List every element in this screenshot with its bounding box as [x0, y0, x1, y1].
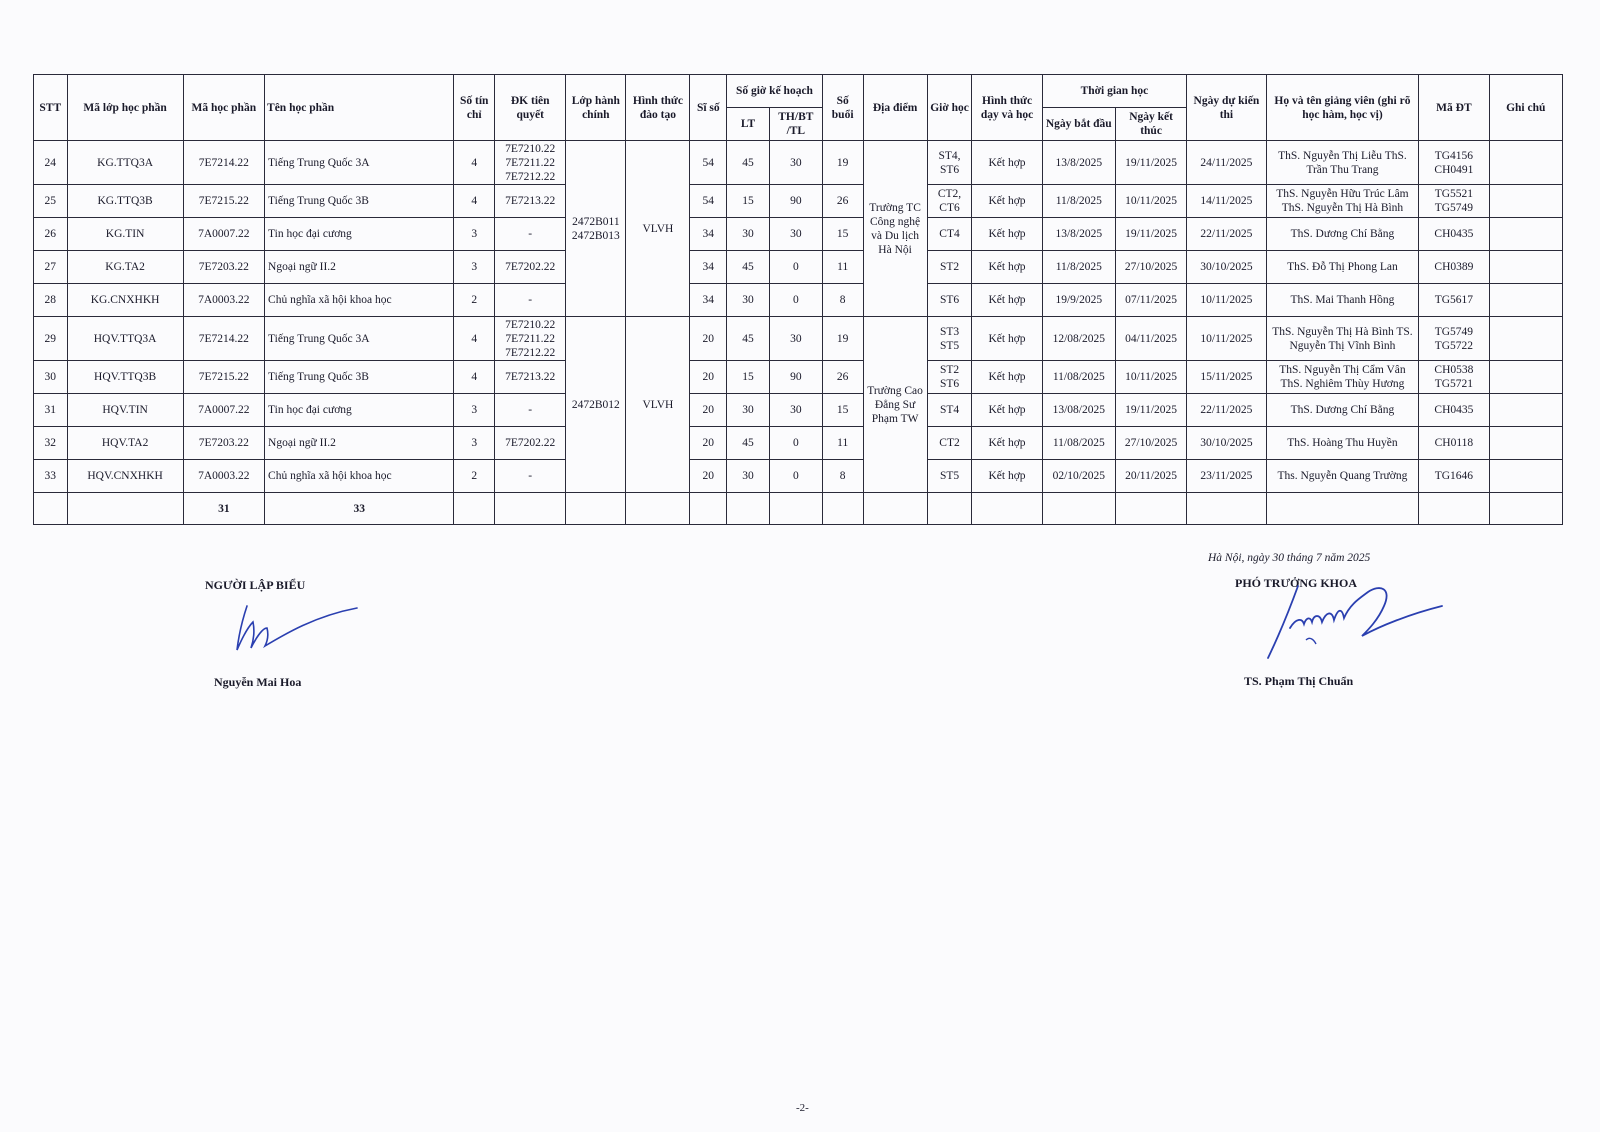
cell-dk: - [495, 460, 566, 493]
date-line: Hà Nội, ngày 30 tháng 7 năm 2025 [1208, 552, 1371, 564]
table-row [34, 427, 1563, 460]
col-stt: STT [34, 75, 68, 141]
preparer-signature-block [205, 578, 305, 593]
cell-ma-hp: 7A0003.22 [183, 460, 264, 493]
cell-ket-thuc: 19/11/2025 [1115, 394, 1186, 427]
col-ma-dt: Mã ĐT [1419, 75, 1489, 141]
col-lt: LT [727, 108, 770, 141]
cell-empty [863, 493, 927, 525]
cell-gio: ST4 [927, 394, 972, 427]
cell-ma-dt: TG5749 TG5722 [1419, 317, 1489, 361]
cell-ma-lop: HQV.TTQ3A [67, 317, 183, 361]
cell-th: 0 [769, 427, 822, 460]
cell-buoi: 19 [822, 141, 863, 185]
cell-dk: 7E7210.22 7E7211.22 7E7212.22 [495, 141, 566, 185]
table-row [34, 317, 1563, 361]
schedule-table [33, 74, 1563, 525]
preparer-title: NGƯỜI LẬP BIỂU [205, 578, 306, 592]
col-hinh-thuc-dao-tao: Hình thức đào tạo [626, 75, 690, 141]
cell-thi: 24/11/2025 [1187, 141, 1266, 185]
cell-ma-lop: KG.TIN [67, 218, 183, 251]
cell-ma-dt: TG4156 CH0491 [1419, 141, 1489, 185]
cell-stt: 26 [34, 218, 68, 251]
cell-buoi: 8 [822, 460, 863, 493]
cell-dk: 7E7202.22 [495, 427, 566, 460]
cell-thi: 30/10/2025 [1187, 251, 1266, 284]
cell-buoi: 19 [822, 317, 863, 361]
cell-ma-dt: TG1646 [1419, 460, 1489, 493]
cell-empty [769, 493, 822, 525]
cell-si-so: 20 [690, 361, 727, 394]
cell-ket-thuc: 27/10/2025 [1115, 427, 1186, 460]
cell-ket-thuc: 20/11/2025 [1115, 460, 1186, 493]
cell-buoi: 8 [822, 284, 863, 317]
cell-ket-thuc: 10/11/2025 [1115, 361, 1186, 394]
col-so-buoi: Số buổi [822, 75, 863, 141]
cell-dk: 7E7210.22 7E7211.22 7E7212.22 [495, 317, 566, 361]
cell-thi: 23/11/2025 [1187, 460, 1266, 493]
cell-hinh-thuc: Kết hợp [972, 185, 1042, 218]
cell-ten-hp: Tin học đại cương [265, 394, 454, 427]
cell-th: 30 [769, 394, 822, 427]
cell-ma-lop: KG.TTQ3A [67, 141, 183, 185]
cell-hinh-thuc: Kết hợp [972, 251, 1042, 284]
cell-gio: ST4, ST6 [927, 141, 972, 185]
cell-hinh-thuc-dao-tao: VLVH [626, 317, 690, 493]
cell-tin-chi: 3 [454, 394, 495, 427]
vice-dean-signature [1250, 578, 1450, 668]
cell-bat-dau: 11/8/2025 [1042, 251, 1115, 284]
table-row [34, 460, 1563, 493]
totals-row [34, 493, 1563, 525]
cell-dia-diem: Trường TC Công nghệ và Du lịch Hà Nội [863, 141, 927, 317]
cell-si-so: 54 [690, 185, 727, 218]
cell-empty [67, 493, 183, 525]
cell-gio: ST5 [927, 460, 972, 493]
col-ngay-du-kien-thi: Ngày dự kiến thi [1187, 75, 1266, 141]
cell-tin-chi: 4 [454, 141, 495, 185]
cell-giang-vien: ThS. Nguyễn Thị Liễu ThS. Trần Thu Trang [1266, 141, 1419, 185]
cell-thi: 10/11/2025 [1187, 317, 1266, 361]
table-row [34, 361, 1563, 394]
cell-buoi: 11 [822, 427, 863, 460]
cell-th: 90 [769, 361, 822, 394]
cell-stt: 31 [34, 394, 68, 427]
cell-empty [690, 493, 727, 525]
cell-th: 0 [769, 460, 822, 493]
cell-thi: 22/11/2025 [1187, 394, 1266, 427]
cell-ghi-chu [1489, 460, 1562, 493]
preparer-name: Nguyễn Mai Hoa [214, 675, 302, 689]
cell-stt: 33 [34, 460, 68, 493]
col-hinh-thuc-day-hoc: Hình thức dạy và học [972, 75, 1042, 141]
cell-ten-hp: Tin học đại cương [265, 218, 454, 251]
cell-ghi-chu [1489, 284, 1562, 317]
col-ten-hoc-phan: Tên học phần [265, 75, 454, 141]
cell-tin-chi: 2 [454, 284, 495, 317]
cell-si-so: 54 [690, 141, 727, 185]
cell-ghi-chu [1489, 317, 1562, 361]
col-si-so: Sĩ số [690, 75, 727, 141]
cell-empty [454, 493, 495, 525]
cell-bat-dau: 13/08/2025 [1042, 394, 1115, 427]
cell-tin-chi: 4 [454, 361, 495, 394]
cell-lop-hanh-chinh: 2472B012 [566, 317, 626, 493]
cell-ma-hp: 7E7214.22 [183, 317, 264, 361]
cell-stt: 30 [34, 361, 68, 394]
cell-ma-lop: KG.TTQ3B [67, 185, 183, 218]
col-thoi-gian-hoc: Thời gian học [1042, 75, 1187, 108]
col-dia-diem: Địa điểm [863, 75, 927, 141]
cell-empty [972, 493, 1042, 525]
cell-giang-vien: ThS. Dương Chí Bằng [1266, 394, 1419, 427]
cell-lt: 45 [727, 317, 770, 361]
cell-tin-chi: 4 [454, 185, 495, 218]
cell-si-so: 20 [690, 460, 727, 493]
cell-empty [1042, 493, 1115, 525]
col-dk-tien-quyet: ĐK tiên quyết [495, 75, 566, 141]
total-ten-hp: 33 [265, 493, 454, 525]
cell-ket-thuc: 19/11/2025 [1115, 141, 1186, 185]
cell-ghi-chu [1489, 185, 1562, 218]
cell-giang-vien: Ths. Nguyễn Quang Trường [1266, 460, 1419, 493]
cell-ket-thuc: 27/10/2025 [1115, 251, 1186, 284]
cell-empty [1266, 493, 1419, 525]
cell-ma-hp: 7E7215.22 [183, 361, 264, 394]
cell-ma-hp: 7E7203.22 [183, 251, 264, 284]
cell-bat-dau: 11/08/2025 [1042, 427, 1115, 460]
cell-ma-lop: HQV.CNXHKH [67, 460, 183, 493]
table-row [34, 218, 1563, 251]
cell-empty [1489, 493, 1562, 525]
cell-ghi-chu [1489, 361, 1562, 394]
cell-lt: 45 [727, 427, 770, 460]
cell-gio: ST2 [927, 251, 972, 284]
col-so-gio-ke-hoach: Số giờ kế hoạch [727, 75, 823, 108]
cell-stt: 25 [34, 185, 68, 218]
cell-th: 30 [769, 218, 822, 251]
cell-empty [495, 493, 566, 525]
table-row [34, 185, 1563, 218]
cell-bat-dau: 11/8/2025 [1042, 185, 1115, 218]
cell-bat-dau: 19/9/2025 [1042, 284, 1115, 317]
table-row [34, 394, 1563, 427]
cell-hinh-thuc: Kết hợp [972, 141, 1042, 185]
cell-stt: 32 [34, 427, 68, 460]
cell-ten-hp: Tiếng Trung Quốc 3A [265, 141, 454, 185]
cell-giang-vien: ThS. Dương Chí Bằng [1266, 218, 1419, 251]
page-number: -2- [796, 1102, 809, 1114]
cell-ket-thuc: 04/11/2025 [1115, 317, 1186, 361]
cell-giang-vien: ThS. Hoàng Thu Huyền [1266, 427, 1419, 460]
cell-hinh-thuc: Kết hợp [972, 317, 1042, 361]
cell-ghi-chu [1489, 218, 1562, 251]
col-lop-hanh-chinh: Lớp hành chính [566, 75, 626, 141]
cell-th: 30 [769, 317, 822, 361]
cell-gio: ST6 [927, 284, 972, 317]
cell-ma-hp: 7A0007.22 [183, 218, 264, 251]
cell-bat-dau: 02/10/2025 [1042, 460, 1115, 493]
cell-buoi: 26 [822, 361, 863, 394]
cell-lt: 45 [727, 141, 770, 185]
cell-ma-hp: 7A0003.22 [183, 284, 264, 317]
cell-giang-vien: ThS. Đỗ Thị Phong Lan [1266, 251, 1419, 284]
cell-si-so: 34 [690, 251, 727, 284]
cell-gio: ST2 ST6 [927, 361, 972, 394]
cell-empty [1419, 493, 1489, 525]
cell-ket-thuc: 07/11/2025 [1115, 284, 1186, 317]
cell-thi: 22/11/2025 [1187, 218, 1266, 251]
cell-gio: ST3 ST5 [927, 317, 972, 361]
cell-dk: - [495, 218, 566, 251]
cell-dk: 7E7213.22 [495, 185, 566, 218]
cell-th: 0 [769, 284, 822, 317]
cell-hinh-thuc: Kết hợp [972, 284, 1042, 317]
table-header [34, 75, 1563, 141]
cell-dk: - [495, 394, 566, 427]
col-so-tin-chi: Số tín chỉ [454, 75, 495, 141]
cell-ma-lop: HQV.TIN [67, 394, 183, 427]
cell-bat-dau: 11/08/2025 [1042, 361, 1115, 394]
cell-empty [1115, 493, 1186, 525]
cell-buoi: 11 [822, 251, 863, 284]
cell-empty [927, 493, 972, 525]
cell-th: 0 [769, 251, 822, 284]
cell-dk: 7E7202.22 [495, 251, 566, 284]
cell-ma-lop: KG.CNXHKH [67, 284, 183, 317]
cell-ma-dt: CH0538 TG5721 [1419, 361, 1489, 394]
cell-gio: CT2, CT6 [927, 185, 972, 218]
cell-stt: 28 [34, 284, 68, 317]
cell-hinh-thuc: Kết hợp [972, 460, 1042, 493]
cell-ten-hp: Tiếng Trung Quốc 3B [265, 185, 454, 218]
preparer-signature [225, 598, 365, 668]
cell-ghi-chu [1489, 427, 1562, 460]
cell-thi: 30/10/2025 [1187, 427, 1266, 460]
cell-lop-hanh-chinh: 2472B011 2472B013 [566, 141, 626, 317]
col-ngay-bat-dau: Ngày bắt đầu [1042, 108, 1115, 141]
cell-ghi-chu [1489, 141, 1562, 185]
cell-hinh-thuc: Kết hợp [972, 218, 1042, 251]
cell-dk: 7E7213.22 [495, 361, 566, 394]
cell-lt: 30 [727, 218, 770, 251]
cell-gio: CT4 [927, 218, 972, 251]
cell-th: 90 [769, 185, 822, 218]
col-th-bt-tl: TH/BT /TL [769, 108, 822, 141]
cell-si-so: 20 [690, 427, 727, 460]
cell-hinh-thuc: Kết hợp [972, 394, 1042, 427]
cell-hinh-thuc: Kết hợp [972, 361, 1042, 394]
cell-ten-hp: Ngoại ngữ II.2 [265, 251, 454, 284]
cell-ket-thuc: 19/11/2025 [1115, 218, 1186, 251]
cell-ghi-chu [1489, 394, 1562, 427]
cell-thi: 14/11/2025 [1187, 185, 1266, 218]
col-ngay-ket-thuc: Ngày kết thúc [1115, 108, 1186, 141]
vice-dean-name: TS. Phạm Thị Chuẩn [1244, 674, 1354, 688]
cell-bat-dau: 13/8/2025 [1042, 141, 1115, 185]
cell-ma-dt: CH0389 [1419, 251, 1489, 284]
cell-lt: 30 [727, 460, 770, 493]
cell-ket-thuc: 10/11/2025 [1115, 185, 1186, 218]
cell-ma-hp: 7A0007.22 [183, 394, 264, 427]
cell-ten-hp: Chủ nghĩa xã hội khoa học [265, 284, 454, 317]
table-row [34, 251, 1563, 284]
cell-ma-lop: HQV.TA2 [67, 427, 183, 460]
cell-si-so: 20 [690, 394, 727, 427]
cell-tin-chi: 3 [454, 218, 495, 251]
cell-ma-lop: KG.TA2 [67, 251, 183, 284]
cell-tin-chi: 4 [454, 317, 495, 361]
cell-hinh-thuc-dao-tao: VLVH [626, 141, 690, 317]
cell-ten-hp: Tiếng Trung Quốc 3B [265, 361, 454, 394]
cell-ma-hp: 7E7215.22 [183, 185, 264, 218]
cell-empty [34, 493, 68, 525]
cell-ma-hp: 7E7203.22 [183, 427, 264, 460]
cell-empty [822, 493, 863, 525]
col-gio-hoc: Giờ học [927, 75, 972, 141]
cell-ten-hp: Tiếng Trung Quốc 3A [265, 317, 454, 361]
cell-ten-hp: Chủ nghĩa xã hội khoa học [265, 460, 454, 493]
cell-lt: 15 [727, 185, 770, 218]
cell-empty [566, 493, 626, 525]
vice-dean-title: PHÓ TRƯỞNG KHOA [1235, 576, 1358, 590]
cell-ma-dt: CH0435 [1419, 394, 1489, 427]
cell-ma-dt: CH0118 [1419, 427, 1489, 460]
table-body [34, 141, 1563, 525]
col-ghi-chu: Ghi chú [1489, 75, 1562, 141]
table-row [34, 141, 1563, 185]
cell-ma-dt: CH0435 [1419, 218, 1489, 251]
cell-thi: 10/11/2025 [1187, 284, 1266, 317]
cell-ten-hp: Ngoại ngữ II.2 [265, 427, 454, 460]
cell-giang-vien: ThS. Nguyễn Thị Cẩm Vân ThS. Nghiêm Thùy Hương [1266, 361, 1419, 394]
cell-stt: 27 [34, 251, 68, 284]
cell-giang-vien: ThS. Mai Thanh Hồng [1266, 284, 1419, 317]
cell-th: 30 [769, 141, 822, 185]
cell-lt: 45 [727, 251, 770, 284]
cell-tin-chi: 3 [454, 427, 495, 460]
cell-si-so: 34 [690, 218, 727, 251]
cell-ma-lop: HQV.TTQ3B [67, 361, 183, 394]
cell-si-so: 20 [690, 317, 727, 361]
cell-buoi: 15 [822, 218, 863, 251]
total-ma-hp: 31 [183, 493, 264, 525]
col-giang-vien: Họ và tên giảng viên (ghi rõ học hàm, học vị) [1266, 75, 1419, 141]
cell-buoi: 26 [822, 185, 863, 218]
cell-empty [626, 493, 690, 525]
col-ma-hoc-phan: Mã học phần [183, 75, 264, 141]
cell-dk: - [495, 284, 566, 317]
cell-lt: 15 [727, 361, 770, 394]
cell-giang-vien: ThS. Nguyễn Thị Hà Bình TS. Nguyễn Thị Vĩnh Bình [1266, 317, 1419, 361]
cell-buoi: 15 [822, 394, 863, 427]
cell-bat-dau: 12/08/2025 [1042, 317, 1115, 361]
cell-lt: 30 [727, 284, 770, 317]
cell-lt: 30 [727, 394, 770, 427]
cell-stt: 24 [34, 141, 68, 185]
cell-giang-vien: ThS. Nguyễn Hữu Trúc Lâm ThS. Nguyễn Thị Hà Bình [1266, 185, 1419, 218]
cell-empty [1187, 493, 1266, 525]
cell-dia-diem: Trường Cao Đẳng Sư Phạm TW [863, 317, 927, 493]
cell-tin-chi: 2 [454, 460, 495, 493]
col-ma-lop-hoc-phan: Mã lớp học phần [67, 75, 183, 141]
table-row [34, 284, 1563, 317]
cell-ma-dt: TG5521 TG5749 [1419, 185, 1489, 218]
cell-ghi-chu [1489, 251, 1562, 284]
cell-tin-chi: 3 [454, 251, 495, 284]
cell-gio: CT2 [927, 427, 972, 460]
cell-hinh-thuc: Kết hợp [972, 427, 1042, 460]
cell-empty [727, 493, 770, 525]
cell-thi: 15/11/2025 [1187, 361, 1266, 394]
cell-ma-hp: 7E7214.22 [183, 141, 264, 185]
cell-stt: 29 [34, 317, 68, 361]
cell-si-so: 34 [690, 284, 727, 317]
cell-ma-dt: TG5617 [1419, 284, 1489, 317]
cell-bat-dau: 13/8/2025 [1042, 218, 1115, 251]
